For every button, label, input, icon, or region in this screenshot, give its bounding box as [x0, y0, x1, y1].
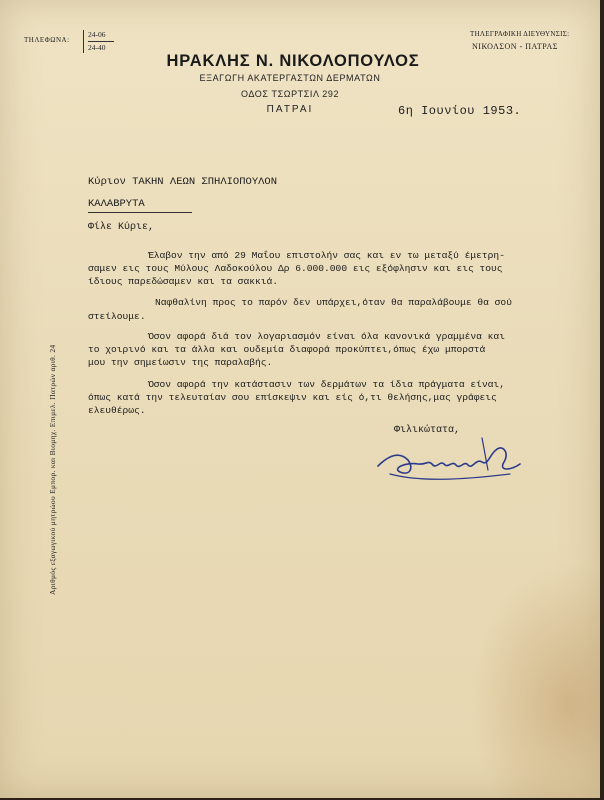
telegraph-address: ΝΙΚΟΛΣΟΝ - ΠΑΤΡΑΣ: [472, 42, 558, 51]
paper-stain: [470, 560, 604, 800]
firm-name: ΗΡΑΚΛΗΣ Ν. ΝΙΚΟΛΟΠΟΥΛΟΣ: [166, 52, 420, 70]
body-line: Όσον αφορά διά τον λογαριασμόν είναι όλα κανονικά γραμμένα και: [148, 331, 505, 342]
handwritten-signature: [370, 424, 530, 494]
recipient-city-underline: [88, 212, 192, 213]
recipient-city: ΚΑΛΑΒΡΥΤΑ: [88, 198, 145, 210]
phone-number-2: 24-40: [88, 43, 106, 52]
firm-city: ΠΑΤΡΑΙ: [266, 104, 314, 115]
scan-edge-right: [600, 0, 604, 800]
firm-business: ΕΞΑΓΩΓΗ ΑΚΑΤΕΡΓΑΣΤΩΝ ΔΕΡΜΑΤΩΝ: [199, 73, 381, 83]
closing: Φιλικώτατα,: [394, 425, 461, 436]
letter-date: 6η Ιουνίου 1953.: [398, 104, 522, 118]
phone-label: ΤΗΛΕΦΩΝΑ:: [24, 36, 70, 44]
body-line: Έλαβον την από 29 Μαΐου επιστολήν σας και εν τω μεταξύ έμετρη-: [148, 250, 505, 261]
phone-divider: [88, 41, 114, 42]
phone-number-1: 24-06: [88, 30, 106, 39]
body-line: το χοιρινό και τα άλλα και ουδεμία διαφορά προκύπτει,όπως έχω μπορστά: [88, 344, 486, 355]
body-line: Ναφθαλίνη προς το παρόν δεν υπάρχει,όταν θα παραλάβουμε θα σού: [155, 297, 512, 308]
body-line: όπως κατά την τελευταίαν σου επίσκεψιν και είς ό,τι θελήσης,μας γράφεις: [88, 392, 497, 403]
body-line: ελευθέρως.: [88, 405, 146, 416]
firm-street: ΟΔΟΣ ΤΣΩΡΤΣΙΛ 292: [240, 89, 340, 99]
greeting: Φίλε Κύριε,: [88, 222, 155, 233]
body-line: στείλουμε.: [88, 311, 146, 322]
recipient-name: Κύριον ΤΑΚΗΝ ΛΕΩΝ ΣΠΗΛΙΟΠΟΥΛΟΝ: [88, 176, 278, 188]
export-registry-note: Αριθμός εξαγωγικού μητρώου Εμπορ. και Βιομηχ. Επιμελ. Πατρών αριθ. 24: [48, 344, 57, 595]
telegraph-label: ΤΗΛΕΓΡΑΦΙΚΗ ΔΙΕΥΘΥΝΣΙΣ:: [470, 30, 570, 38]
body-line: ίδιους παρεδώσαμεν και τα σακκιά.: [88, 276, 278, 287]
body-line: Όσον αφορά την κατάστασιν των δερμάτων τα ίδια πράγματα είναι,: [148, 379, 505, 390]
body-line: μου την σημείωσιν της παραλαβής.: [88, 357, 273, 368]
body-line: σαμεν εις τους Μύλους Λαδοκούλου Δρ 6.000.000 εις εξόφλησιν και εις τους: [88, 263, 503, 274]
phone-numbers: [83, 30, 114, 53]
